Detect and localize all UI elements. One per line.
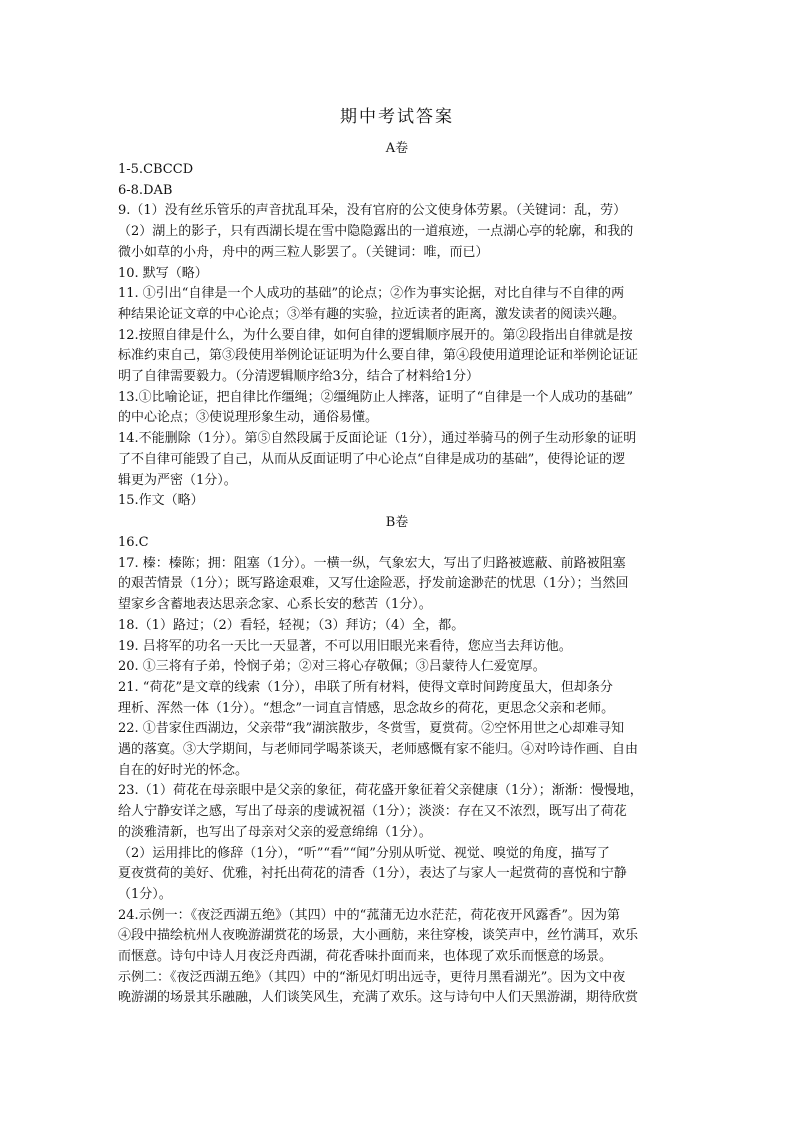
answer-line: 9.（1）没有丝乐管乐的声音扰乱耳朵，没有官府的公文使身体劳累。（关键词：乱，劳） (118, 203, 627, 219)
answer-line: 理析、浑然一体（1分）。“想念”一词直言情感，思念故乡的荷花，更思念父亲和老师。 (118, 700, 615, 716)
section-b-answers (118, 533, 678, 1009)
answer-line: 6-8.DAB (118, 182, 173, 198)
answer-line: 17. 榛：榛陈；拥：阻塞（1分）。一横一纵，气象宏大，写出了归路被遮蔽、前路被阻塞 (118, 555, 626, 571)
section-a-answers (118, 160, 678, 512)
answer-line: 种结果论证文章的中心论点；③举有趣的实验，拉近读者的距离，激发读者的阅读兴趣。 (118, 306, 626, 322)
answer-line: 微小如草的小舟，舟中的两三粒人影罢了。（关键词：唯，而已） (118, 244, 489, 260)
answer-line: 自在的好时光的怀念。 (118, 762, 249, 778)
answer-line: 明了自律需要毅力。（分清逻辑顺序给3分，结合了材料给1分） (118, 369, 480, 385)
answer-line: 的淡雅清新，也写出了母亲对父亲的爱意绵绵（1分）。 (118, 824, 432, 840)
answer-line: 夏夜赏荷的美好、优雅，衬托出荷花的清香（1分），表达了与家人一起赏荷的喜悦和宁静 (118, 866, 627, 882)
answer-line: 12.按照自律是什么，为什么要自律，如何自律的逻辑顺序展开的。第②段指出自律就是按 (118, 327, 633, 343)
answer-line: 23.（1）荷花在母亲眼中是父亲的象征，荷花盛开象征着父亲健康（1分）；渐渐：慢慢地， (118, 783, 643, 799)
answer-line: （2）湖上的影子，只有西湖长堤在雪中隐隐露出的一道痕迹，一点湖心亭的轮廓，和我的 (118, 224, 634, 240)
answer-line: 16.C (118, 535, 149, 550)
answer-line: 1-5.CBCCD (118, 162, 194, 177)
section-b-heading: B卷 (385, 515, 409, 530)
answer-line: 11. ①引出“自律是一个人成功的基础”的论点；②作为事实论据，对比自律与不自律的两 (118, 286, 625, 302)
answer-line: 示例二：《夜泛西湖五绝》（其四）中的“渐见灯明出远寺，更待月黑看湖光”。因为文中夜 (118, 969, 626, 985)
answer-line: （2）运用排比的修辞（1分），“听”“看”“闻”分别从听觉、视觉、嗅觉的角度，描写了 (118, 845, 610, 861)
answer-line: 望家乡含蓄地表达思亲念家、心系长安的愁苦（1分）。 (118, 597, 432, 613)
answer-line: 的艰苦情景（1分）；既写路途艰难，又写仕途险恶，抒发前途渺茫的忧思（1分）；当然回 (118, 576, 629, 592)
answer-line: 21. “荷花”是文章的线索（1分），串联了所有材料，使得文章时间跨度虽大，但却条分 (118, 679, 613, 695)
answer-line: 标准约束自己，第③段使用举例论证证明为什么要自律，第④段使用道理论证和举例论证证 (118, 348, 639, 364)
answer-line: ④段中描绘杭州人夜晚游湖赏花的场景，大小画舫，来往穿梭，谈笑声中，丝竹满耳，欢乐 (118, 928, 639, 944)
answer-line: 的中心论点；③使说理形象生动，通俗易懂。 (118, 410, 379, 426)
answer-line: 给人宁静安详之感，写出了母亲的虔诚祝福（1分）；淡淡：存在又不浓烈，既写出了荷花 (118, 804, 627, 820)
answer-line: 13.①比喻论证，把自律比作缰绳；②缰绳防止人摔落，证明了“自律是一个人成功的基础” (118, 389, 633, 405)
answer-line: 了不自律可能毁了自己，从而从反面证明了中心论点“自律是成功的基础”，使得论证的逻 (118, 451, 626, 467)
answer-line: 20. ①三将有子弟，怜悯子弟；②对三将心存敬佩；③吕蒙待人仁爱宽厚。 (118, 659, 546, 675)
answer-line: 24.示例一：《夜泛西湖五绝》（其四）中的“菰蒲无边水茫茫，荷花夜开风露香”。因为第 (118, 907, 620, 923)
answer-line: 22. ①昔家住西湖边，父亲带“我”湖滨散步，冬赏雪，夏赏荷。②空怀用世之心却难寻知 (118, 721, 625, 737)
answer-line: 遇的落寞。③大学期间，与老师同学喝茶谈天，老师感慨有家不能归。④对吟诗作画、自由 (118, 742, 639, 758)
answer-line: 15.作文（略） (118, 493, 204, 509)
answer-line: 18.（1）路过；（2）看轻，轻视；（3）拜访；（4）全，都。 (118, 617, 465, 633)
answer-line: 10. 默写（略） (118, 265, 208, 281)
page-title: 期中考试答案 (340, 107, 454, 127)
section-a-heading: A卷 (385, 141, 409, 156)
answer-line: 19. 吕将军的功名一天比一天显著，不可以用旧眼光来看待，您应当去拜访他。 (118, 638, 572, 654)
answer-line: 晚游湖的场景其乐融融，人们谈笑风生，充满了欢乐。这与诗句中人们天黑游湖，期待欣赏 (118, 990, 639, 1006)
answer-line: （1分）。 (118, 886, 172, 902)
answer-line: 14.不能删除（1分）。第⑤自然段属于反面论证（1分），通过举骑马的例子生动形象的证明 (118, 431, 637, 447)
answer-line: 而惬意。诗句中诗人月夜泛舟西湖，荷花香味扑面而来，也体现了欢乐而惬意的场景。 (118, 949, 613, 965)
answer-line: 辑更为严密（1分）。 (118, 472, 237, 488)
